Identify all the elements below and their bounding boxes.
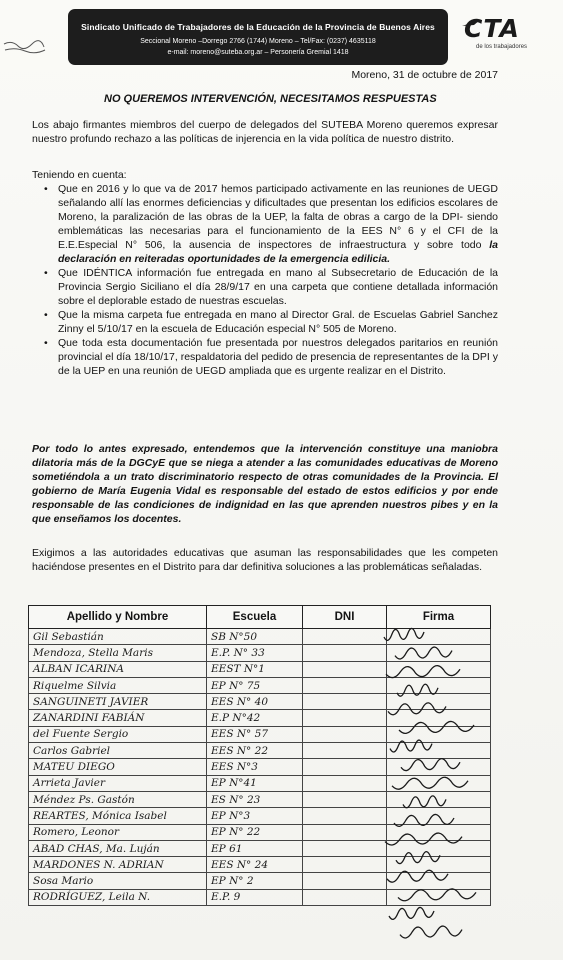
table-row <box>29 840 491 856</box>
signature-cell <box>387 840 491 856</box>
dni-cell <box>303 791 387 807</box>
school-cell: EEST N°1 <box>207 661 303 677</box>
email-line: e-mail: moreno@suteba.org.ar – Personería Gremial 1418 <box>167 49 349 56</box>
cta-logo <box>460 14 556 58</box>
signature-rows <box>29 629 491 906</box>
signature-cell <box>387 645 491 661</box>
signature-scribble <box>389 907 434 919</box>
school-cell: E.P N°42 <box>207 710 303 726</box>
column-header-dni: DNI <box>303 606 387 629</box>
demand-paragraph: Exigimos a las autoridades educativas que asuman las responsabilidades que les competen haciéndose presentes en el Distrito para dar definitiva soluciones a las problemáticas señaladas. <box>32 547 498 573</box>
dni-cell <box>303 775 387 791</box>
signature-cell <box>387 791 491 807</box>
signature-cell <box>387 710 491 726</box>
name-cell: Sosa Mario <box>29 873 207 889</box>
school-cell: EES N° 57 <box>207 726 303 742</box>
intro-paragraph: Los abajo firmantes miembros del cuerpo de delegados del SUTEBA Moreno queremos expresar nuestro profundo rechazo a las políticas de injerencia en la vida política de nuestro distrito. <box>32 119 498 145</box>
dni-cell <box>303 645 387 661</box>
table-row <box>29 857 491 873</box>
dni-cell <box>303 759 387 775</box>
name-cell: Méndez Ps. Gastón <box>29 791 207 807</box>
table-row <box>29 791 491 807</box>
dni-cell <box>303 873 387 889</box>
column-header-school: Escuela <box>207 606 303 629</box>
school-cell: EES N° 22 <box>207 743 303 759</box>
dni-cell <box>303 677 387 693</box>
table-row <box>29 726 491 742</box>
name-cell: Mendoza, Stella Maris <box>29 645 207 661</box>
considering-label: Teniendo en cuenta: <box>32 169 127 181</box>
letter-title: NO QUEREMOS INTERVENCIÓN, NECESITAMOS RESPUESTAS <box>104 93 437 105</box>
address-line: Seccional Moreno –Dorrego 2766 (1744) Moreno – Tel/Fax: (0237) 4635118 <box>140 38 376 45</box>
name-cell: ABAD CHAS, Ma. Luján <box>29 840 207 856</box>
bullet-icon: • <box>44 183 48 195</box>
signature-cell <box>387 889 491 905</box>
table-row <box>29 661 491 677</box>
table-row <box>29 808 491 824</box>
name-cell: Romero, Leonor <box>29 824 207 840</box>
dni-cell <box>303 824 387 840</box>
table-row <box>29 873 491 889</box>
column-header-name: Apellido y Nombre <box>29 606 207 629</box>
dni-cell <box>303 629 387 645</box>
closing-statement: Por todo lo antes expresado, entendemos que la intervención constituye una maniobra dilatoria más de la DGCyE que se niega a atender a las comunidades educativas de Moreno sometiéndola a un trato discriminatorio respecto de otras comunidades de la Provincia. El gobierno de María Eugenia Vidal es responsable del estado de estos edificios y por ende responsable de las condiciones de indignidad en las que aprenden nuestros pibes y en la que enseñamos los docentes. <box>32 443 498 525</box>
name-cell: MARDONES N. ADRIAN <box>29 857 207 873</box>
table-row <box>29 759 491 775</box>
table-row <box>29 889 491 905</box>
dni-cell <box>303 694 387 710</box>
signature-cell <box>387 629 491 645</box>
letter-date: Moreno, 31 de octubre de 2017 <box>351 69 498 81</box>
bullet-icon: • <box>44 267 48 279</box>
signature-scribble <box>400 926 462 938</box>
dni-cell <box>303 726 387 742</box>
dni-cell <box>303 710 387 726</box>
school-cell: EP N° 22 <box>207 824 303 840</box>
school-cell: EP N°41 <box>207 775 303 791</box>
signature-cell <box>387 775 491 791</box>
bullet-icon: • <box>44 337 48 349</box>
school-cell: E.P. 9 <box>207 889 303 905</box>
school-cell: SB N°50 <box>207 629 303 645</box>
signature-cell <box>387 824 491 840</box>
signature-cell <box>387 759 491 775</box>
letterhead <box>68 9 448 65</box>
school-cell: EP N°3 <box>207 808 303 824</box>
table-row <box>29 677 491 693</box>
dni-cell <box>303 808 387 824</box>
school-cell: E.P. N° 33 <box>207 645 303 661</box>
table-row <box>29 629 491 645</box>
signature-cell <box>387 661 491 677</box>
logo-text: CTA <box>464 14 520 43</box>
name-cell: REARTES, Mónica Isabel <box>29 808 207 824</box>
handwritten-mark <box>2 36 48 60</box>
dni-cell <box>303 857 387 873</box>
dni-cell <box>303 661 387 677</box>
logo-tagline: de los trabajadores <box>476 44 528 50</box>
name-cell: Gil Sebastián <box>29 629 207 645</box>
signature-cell <box>387 743 491 759</box>
signature-cell <box>387 694 491 710</box>
list-item: • Que la misma carpeta fue entregada en mano al Director Gral. de Escuelas Gabriel Sanchez Zinny el 5/10/17 en la escuela de Educación especial N° 505 de Moreno. <box>44 309 498 335</box>
school-cell: EES N° 24 <box>207 857 303 873</box>
table-header-row <box>29 606 491 629</box>
table-row <box>29 710 491 726</box>
bullet-icon: • <box>44 309 48 321</box>
signature-cell <box>387 857 491 873</box>
name-cell: Carlos Gabriel <box>29 743 207 759</box>
column-header-signature: Firma <box>387 606 491 629</box>
list-item: • Que IDÉNTICA información fue entregada en mano al Subsecretario de Educación de la Provincia Sergio Siciliano el día 28/9/17 en una carpeta que contiene detallada información sobre el deplorable estado de nuestras escuelas. <box>44 267 498 307</box>
org-name: Sindicato Unificado de Trabajadores de la Educación de la Provincia de Buenos Aires <box>81 22 435 32</box>
signature-cell <box>387 726 491 742</box>
name-cell: MATEU DIEGO <box>29 759 207 775</box>
considerations-list <box>44 182 498 378</box>
name-cell: ALBAN ICARINA <box>29 661 207 677</box>
signature-cell <box>387 808 491 824</box>
list-item: • Que toda esta documentación fue presentada por nuestros delegados paritarios en reunión provincial el día 18/10/17, respaldatoria del pedido de presencia de representantes de la DPI y de la UEP en una reunión de UEGD ampliada que es urgente realizar en el Distrito. <box>44 337 498 377</box>
name-cell: ZANARDINI FABIÁN <box>29 710 207 726</box>
school-cell: EES N°3 <box>207 759 303 775</box>
table-row <box>29 694 491 710</box>
list-item: • Que en 2016 y lo que va de 2017 hemos participado activamente en las reuniones de UEGD señalando allí las enormes deficiencias y dificultades que presentan los edificios escolares de Moreno, la paralización de las obras de la UEP, la falta de obras a cargo de la DPI- siendo emblemáticas las necesarias para el funcionamiento de la EES N° 6 y el CFI de la E.E.Especial N° 506, la ausencia de inspectores de infraestructura y sobre todo la declaración en reiteradas oportunidades de la emergencia edilicia. <box>44 183 498 265</box>
dni-cell <box>303 840 387 856</box>
dni-cell <box>303 889 387 905</box>
name-cell: Arrieta Javier <box>29 775 207 791</box>
signature-cell <box>387 677 491 693</box>
signature-table <box>28 605 491 906</box>
name-cell: SANGUINETI JAVIER <box>29 694 207 710</box>
name-cell: Riquelme Silvia <box>29 677 207 693</box>
dni-cell <box>303 743 387 759</box>
table-row <box>29 645 491 661</box>
school-cell: EP N° 75 <box>207 677 303 693</box>
school-cell: ES N° 23 <box>207 791 303 807</box>
table-row <box>29 775 491 791</box>
school-cell: EP 61 <box>207 840 303 856</box>
school-cell: EES N° 40 <box>207 694 303 710</box>
table-row <box>29 743 491 759</box>
signature-cell <box>387 873 491 889</box>
name-cell: del Fuente Sergio <box>29 726 207 742</box>
school-cell: EP N° 2 <box>207 873 303 889</box>
name-cell: RODRÍGUEZ, Leila N. <box>29 889 207 905</box>
table-row <box>29 824 491 840</box>
